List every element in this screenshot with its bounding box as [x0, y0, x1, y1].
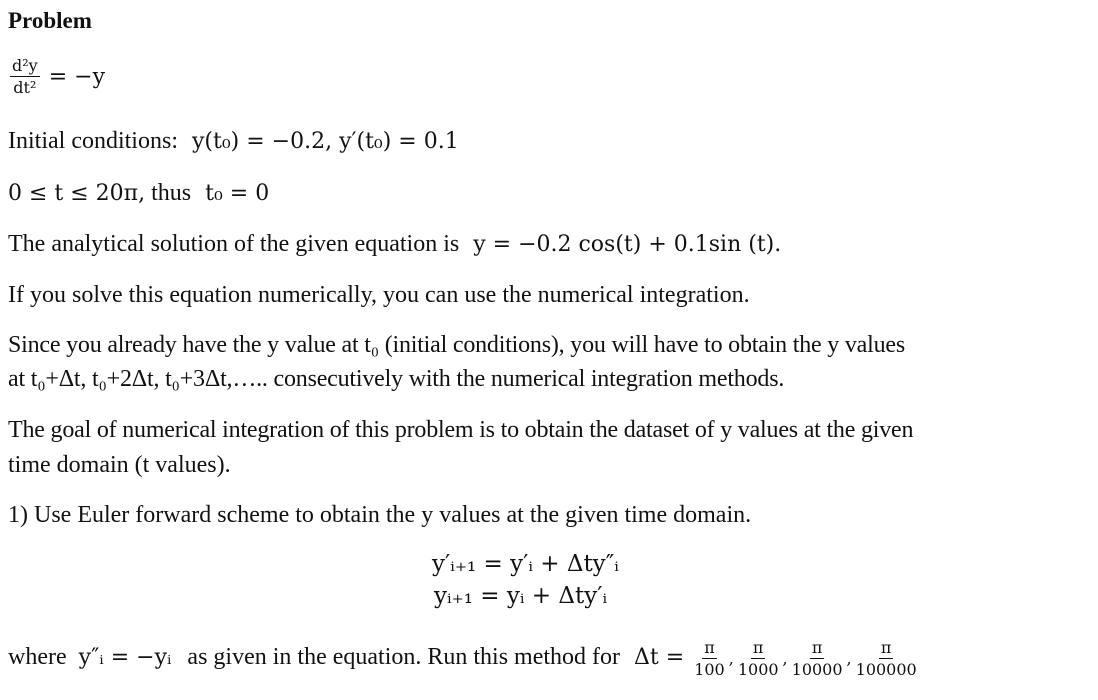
where-text: as given in the equation. Run this method for	[187, 644, 621, 670]
ode-denominator: dt²	[13, 78, 37, 97]
numerical-paragraph: If you solve this equation numerically, you can use the numerical integration.	[8, 282, 750, 308]
fraction-denominator: 10000	[791, 660, 843, 679]
fraction-pi-10000	[790, 638, 845, 681]
thus-word: thus	[151, 180, 192, 206]
where-line	[8, 638, 921, 681]
goal-paragraph-line1: The goal of numerical integration of this problem is to obtain the dataset of y values at the given	[8, 417, 914, 443]
fraction-pi-100000	[854, 638, 919, 681]
second-derivative-expression: y″ᵢ = −yᵢ	[78, 645, 172, 670]
fraction-numerator: π	[811, 638, 823, 657]
time-range: 0 ≤ t ≤ 20π,	[8, 181, 146, 206]
initial-label: Initial conditions:	[8, 128, 178, 154]
fraction-numerator: π	[752, 638, 764, 657]
analytical-solution	[8, 229, 781, 260]
time-domain	[8, 178, 269, 209]
ode-numerator: d²y	[12, 56, 38, 75]
fraction-numerator: π	[704, 638, 715, 657]
fraction-denominator: 1000	[737, 660, 779, 679]
fraction-numerator: π	[880, 638, 892, 657]
fraction-pi-100	[692, 638, 727, 681]
delta-t-fractions: $\frac{\pi}{100}$ , $\frac{\pi}{1000}$ , $\frac{\pi}{10000}$ , $\frac{\pi}{100000}$	[694, 638, 917, 679]
analytical-expression: y = −0.2 cos(t) + 0.1sin (t).	[473, 232, 782, 257]
scheme-equation-1: y′ᵢ₊₁ = y′ᵢ + Δty″ᵢ	[432, 551, 619, 577]
since-paragraph-line1: Since you already have the y value at t₀ (initial conditions), you will have to obtain the y values	[8, 332, 905, 358]
euler-scheme	[432, 548, 619, 612]
analytical-text: The analytical solution of the given equation is	[8, 231, 460, 257]
ode-equation	[8, 56, 105, 99]
fraction-denominator: 100	[694, 660, 725, 679]
since-paragraph-line2: at t₀+Δt, t₀+2Δt, t₀+3Δt,….. consecutively with the numerical integration methods.	[8, 366, 785, 392]
where-word: where	[8, 644, 67, 670]
delta-t-label: Δt =	[634, 645, 685, 670]
goal-paragraph-line2: time domain (t values).	[8, 452, 231, 478]
fraction-pi-1000	[736, 638, 781, 681]
derivative-fraction	[10, 56, 40, 99]
problem-heading: Problem	[8, 8, 92, 33]
fraction-denominator: 100000	[855, 660, 917, 679]
initial-expression: y(t₀) = −0.2, y′(t₀) = 0.1	[191, 129, 459, 154]
t0-value: t₀ = 0	[205, 181, 270, 206]
question-1: 1) Use Euler forward scheme to obtain the y values at the given time domain.	[8, 502, 752, 528]
ode-rhs: = −y	[48, 64, 105, 90]
scheme-equation-2: yᵢ₊₁ = yᵢ + Δty′ᵢ	[434, 583, 608, 609]
initial-conditions	[8, 126, 459, 157]
